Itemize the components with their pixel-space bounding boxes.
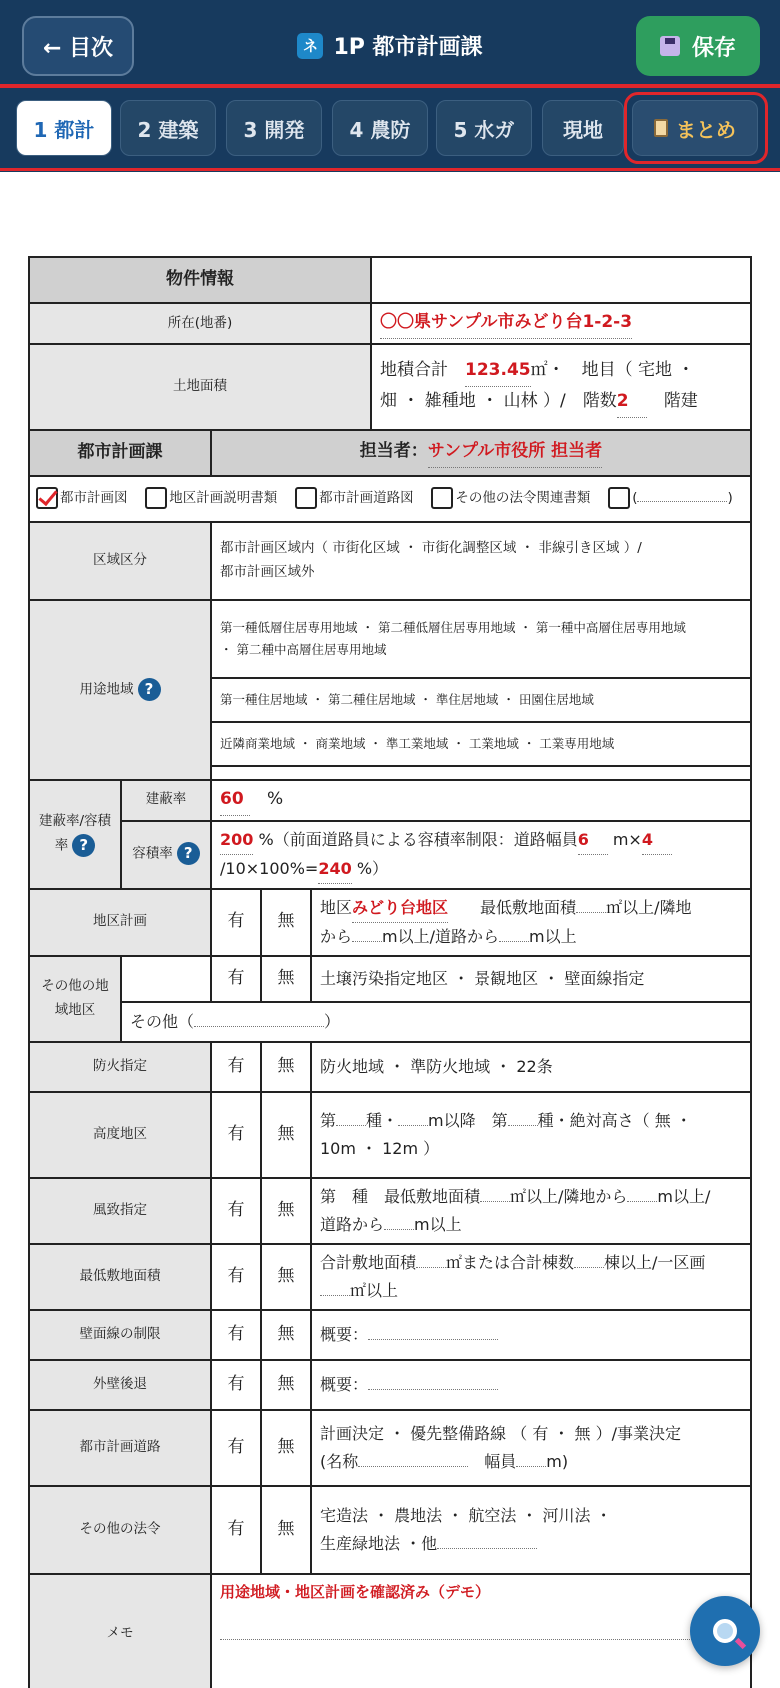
district-detail[interactable]: 地区みどり台地区 最低敷地面積 ㎡以上/隣地 から m以上/道路から m以上 — [311, 889, 751, 956]
other-area-other[interactable]: その他（ ） — [121, 1002, 751, 1042]
title-text: 1P 都市計画課 — [333, 35, 483, 60]
setback-none[interactable]: 無 — [261, 1360, 311, 1410]
setback-have[interactable]: 有 — [211, 1360, 261, 1410]
tab-highlight — [624, 92, 768, 164]
memo-label: メモ — [29, 1574, 211, 1688]
district-label: 地区計画 — [29, 889, 211, 956]
height-label: 高度地区 — [29, 1092, 211, 1178]
survey-table — [28, 256, 752, 1688]
ratio-label: 建蔽率/容積率 ? — [29, 780, 121, 889]
area-value[interactable]: 地積合計 123.45㎡・ 地目（ 宅地 ・ 畑 ・ 雑種地 ・ 山林 ）/ 階数2 階建 — [371, 344, 751, 430]
other-area-have[interactable]: 有 — [211, 956, 261, 1002]
wall-label: 壁面線の制限 — [29, 1310, 211, 1360]
info-header: 物件情報 — [29, 257, 371, 303]
checkbox[interactable] — [295, 487, 317, 509]
zone-options[interactable]: 都市計画区域内（ 市街化区域 ・ 市街化調整区域 ・ 非線引き区域 ）/ 都市計画区域外 — [211, 522, 751, 600]
tab-suiga[interactable]: 5 水ガ — [436, 100, 532, 156]
checkbox-checked[interactable] — [36, 487, 58, 509]
use-row1[interactable]: 第一種低層住居専用地域 ・ 第二種低層住居専用地域 ・ 第一種中高層住居専用地域 ・ 第二種中高層住居専用地域 — [211, 600, 751, 678]
location-value[interactable]: 〇〇県サンプル市みどり台1-2-3 — [371, 303, 751, 344]
dept-name: 都市計画課 — [29, 430, 211, 476]
wall-detail[interactable]: 概要： — [311, 1310, 751, 1360]
road-have[interactable]: 有 — [211, 1410, 261, 1486]
wall-none[interactable]: 無 — [261, 1310, 311, 1360]
highlight-line — [0, 84, 780, 88]
laws-none[interactable]: 無 — [261, 1486, 311, 1574]
laws-detail[interactable]: 宅造法 ・ 農地法 ・ 航空法 ・ 河川法 ・ 生産緑地法 ・他 — [311, 1486, 751, 1574]
location-label: 所在(地番) — [29, 303, 371, 344]
bcr-label: 建蔽率 — [121, 780, 211, 821]
checkbox[interactable] — [608, 487, 630, 509]
tab-toshi[interactable]: 1 都計 — [16, 100, 112, 156]
tab-matome-label: まとめ — [676, 117, 736, 142]
other-area-blank — [121, 956, 211, 1002]
scenic-none[interactable]: 無 — [261, 1178, 311, 1244]
road-detail[interactable]: 計画決定 ・ 優先整備路線 （ 有 ・ 無 ）/事業決定 (名称 幅員 m) — [311, 1410, 751, 1486]
other-area-none[interactable]: 無 — [261, 956, 311, 1002]
memo-field[interactable]: 用途地域・地区計画を確認済み（デモ） — [211, 1574, 751, 1688]
magnifier-icon — [713, 1619, 737, 1643]
setback-label: 外壁後退 — [29, 1360, 211, 1410]
back-button[interactable]: ← 目次 — [22, 16, 134, 76]
wall-have[interactable]: 有 — [211, 1310, 261, 1360]
setback-detail[interactable]: 概要： — [311, 1360, 751, 1410]
dept-person: 担当者：サンプル市役所 担当者 — [211, 430, 751, 476]
info-header-empty — [371, 257, 751, 303]
minlot-detail[interactable]: 合計敷地面積 ㎡または合計棟数 棟以上/一区画 ㎡以上 — [311, 1244, 751, 1310]
district-none[interactable]: 無 — [261, 889, 311, 956]
help-icon[interactable]: ? — [138, 678, 161, 701]
bcr-value[interactable]: 60 % — [211, 780, 751, 821]
minlot-have[interactable]: 有 — [211, 1244, 261, 1310]
highlight-line-bottom — [0, 168, 780, 171]
help-icon[interactable]: ? — [72, 834, 95, 857]
search-fab-button[interactable] — [690, 1596, 760, 1666]
floppy-disk-icon — [660, 36, 680, 56]
scenic-detail[interactable]: 第 種 最低敷地面積 ㎡以上/隣地から m以上/ 道路から m以上 — [311, 1178, 751, 1244]
fire-options[interactable]: 防火地域 ・ 準防火地域 ・ 22条 — [311, 1042, 751, 1092]
other-area-options[interactable]: 土壌汚染指定地区 ・ 景観地区 ・ 壁面線指定 — [311, 956, 751, 1002]
height-have[interactable]: 有 — [211, 1092, 261, 1178]
app-header — [0, 0, 780, 172]
use-label: 用途地域 ? — [29, 600, 211, 780]
fire-have[interactable]: 有 — [211, 1042, 261, 1092]
height-none[interactable]: 無 — [261, 1092, 311, 1178]
laws-label: その他の法令 — [29, 1486, 211, 1574]
far-label: 容積率 ? — [121, 821, 211, 889]
scenic-label: 風致指定 — [29, 1178, 211, 1244]
use-row2[interactable]: 第一種住居地域 ・ 第二種住居地域 ・ 準住居地域 ・ 田園住居地域 — [211, 678, 751, 722]
tab-kenchiku[interactable]: 2 建築 — [120, 100, 216, 156]
far-value[interactable]: 200 %（前面道路員による容積率制限：道路幅員6 m×4 /10×100%=240 %） — [211, 821, 751, 889]
save-button[interactable] — [636, 16, 760, 76]
use-row4 — [211, 766, 751, 780]
tab-kaihatsu[interactable]: 3 開発 — [226, 100, 322, 156]
checkbox[interactable] — [431, 487, 453, 509]
use-row3[interactable]: 近隣商業地域 ・ 商業地域 ・ 準工業地域 ・ 工業地域 ・ 工業専用地域 — [211, 722, 751, 766]
area-label: 土地面積 — [29, 344, 371, 430]
road-none[interactable]: 無 — [261, 1410, 311, 1486]
district-have[interactable]: 有 — [211, 889, 261, 956]
minlot-none[interactable]: 無 — [261, 1244, 311, 1310]
tab-genchi[interactable]: 現地 — [542, 100, 624, 156]
checkbox[interactable] — [145, 487, 167, 509]
laws-have[interactable]: 有 — [211, 1486, 261, 1574]
help-icon[interactable]: ? — [177, 842, 200, 865]
road-label: 都市計画道路 — [29, 1410, 211, 1486]
fire-none[interactable]: 無 — [261, 1042, 311, 1092]
save-label: 保存 — [691, 35, 736, 61]
app-logo-icon: ネ — [297, 33, 323, 59]
other-area-label: その他の地域地区 — [29, 956, 121, 1042]
fire-label: 防火指定 — [29, 1042, 211, 1092]
zone-label: 区域区分 — [29, 522, 211, 600]
height-detail[interactable]: 第 種・ m以降 第 種・絶対高さ（ 無 ・ 10m ・ 12m ） — [311, 1092, 751, 1178]
tab-noubou[interactable]: 4 農防 — [332, 100, 428, 156]
scenic-have[interactable]: 有 — [211, 1178, 261, 1244]
minlot-label: 最低敷地面積 — [29, 1244, 211, 1310]
doc-checklist: 都市計画図 地区計画説明書類 都市計画道路図 その他の法令関連書類 ( ) — [29, 476, 751, 522]
